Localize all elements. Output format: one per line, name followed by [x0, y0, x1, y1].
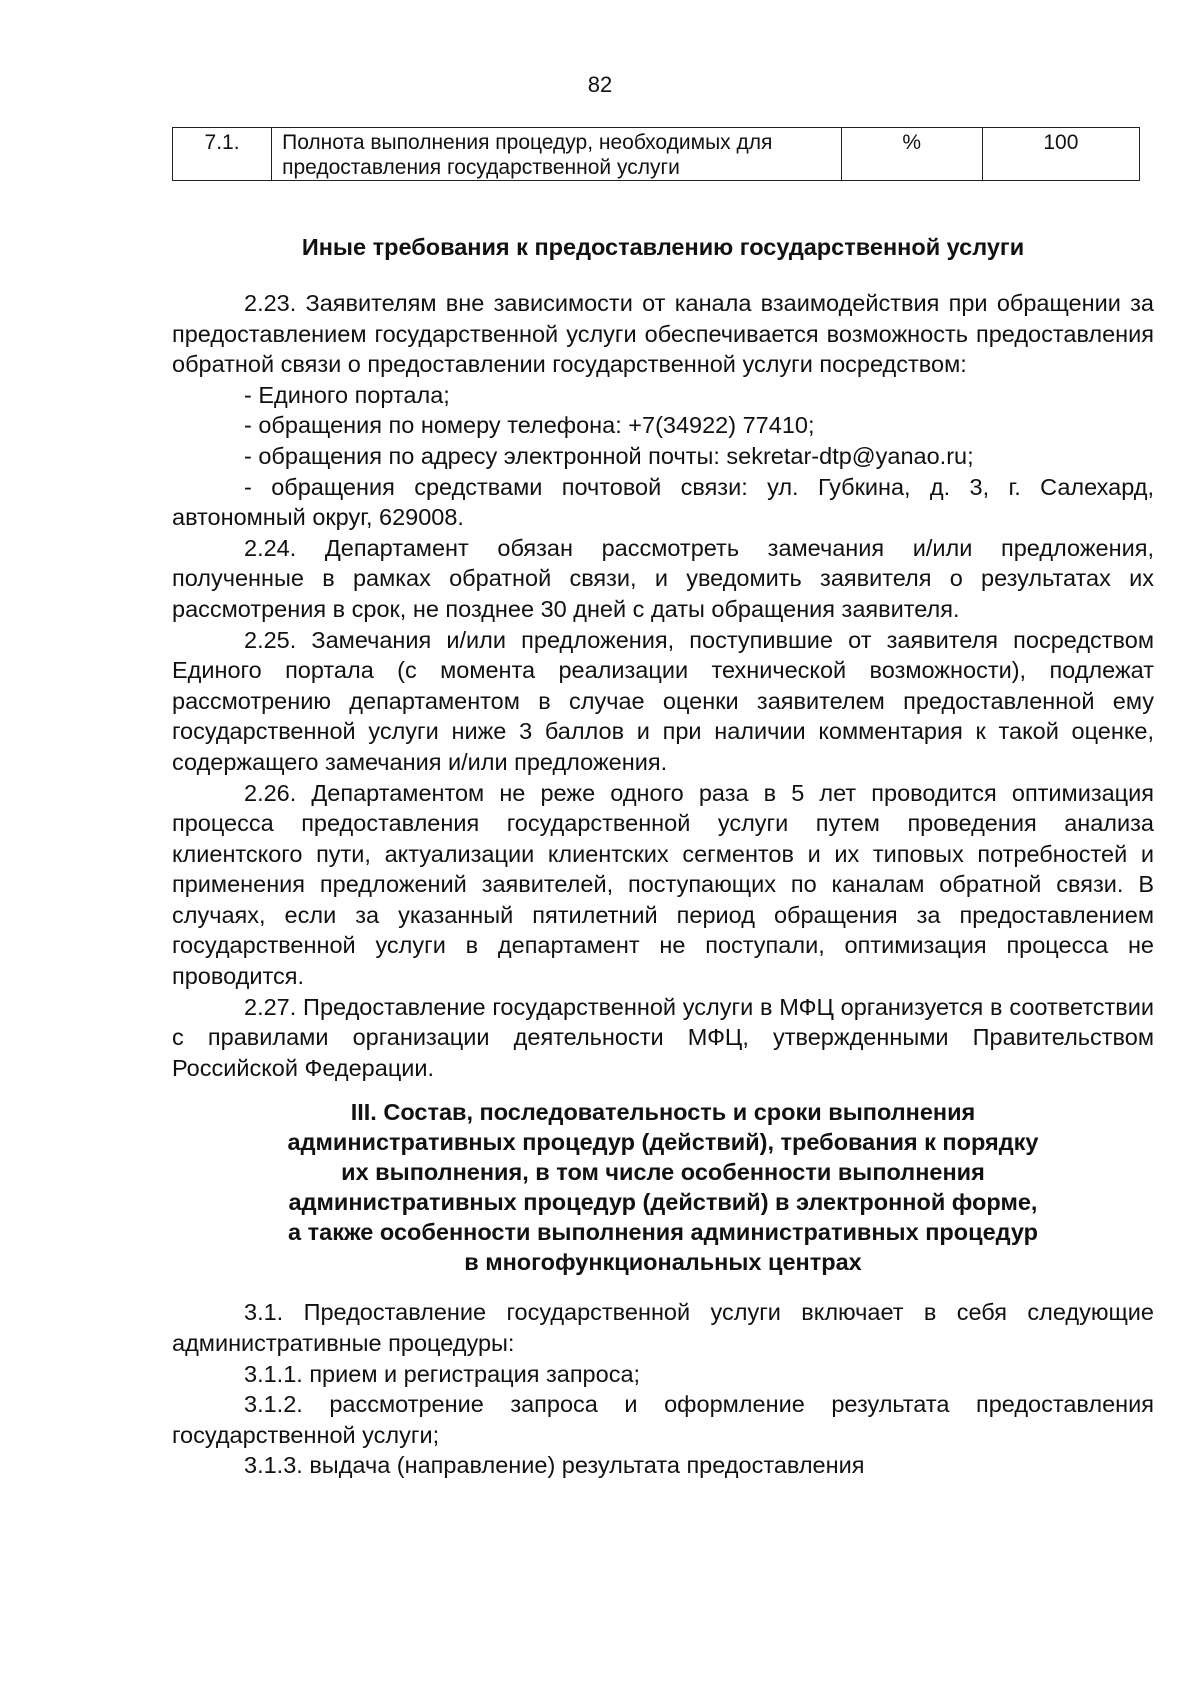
body-text [172, 232, 1154, 1481]
paragraph-3-1: 3.1. Предоставление государственной услуги включает в себя следующие административные процедуры: [172, 1299, 1154, 1357]
indicator-name: Полнота выполнения процедур, необходимых для предоставления государственной услуги [272, 128, 842, 181]
paragraph-2-26: 2.26. Департаментом не реже одного раза в 5 лет проводится оптимизация процесса предоставления государственной услуги путем проведения анализа клиентского пути, актуализации клиентских сегментов и их типовых потребностей и применения предложений заявителей, поступающих по каналам обратной связи. В случаях, если за указанный пятилетний период обращения за предоставлением государственной услуги в департамент не поступали, оптимизация процесса не проводится. [172, 779, 1154, 990]
paragraph-2-25: 2.25. Замечания и/или предложения, поступившие от заявителя посредством Единого портала (с момента реализации технической возможности), подлежат рассмотрению департаментом в случае оценки заявителем предоставленной ему государственной услуги ниже 3 баллов и при наличии комментария к такой оценке, содержащего замечания и/или предложения. [172, 626, 1154, 775]
paragraph-3-1-1: 3.1.1. прием и регистрация запроса; [244, 1360, 641, 1387]
indicator-value: 100 [982, 128, 1139, 181]
paragraph-2-24: 2.24. Департамент обязан рассмотреть замечания и/или предложения, полученные в рамках обратной связи, и уведомить заявителя о результатах их рассмотрения в срок, не позднее 30 дней с даты обращения заявителя. [172, 534, 1154, 622]
section-3-heading [172, 1097, 1154, 1277]
table-row [173, 128, 1140, 181]
row-number: 7.1. [173, 128, 272, 181]
unit-of-measure: % [841, 128, 982, 181]
paragraph-2-27: 2.27. Предоставление государственной услуги в МФЦ организуется в соответствии с правилами организации деятельности МФЦ, утвержденными Правительством Российской Федерации. [172, 993, 1154, 1081]
page-number: 82 [587, 72, 613, 97]
feedback-channel-item: - обращения по номеру телефона: +7(34922) 77410; [244, 412, 815, 439]
paragraph-3-1-2: 3.1.2. рассмотрение запроса и оформление результата предоставления государственной услуги; [172, 1391, 1154, 1448]
section-3-heading-line: в многофункциональных центрах [464, 1249, 862, 1276]
heading-other-requirements: Иные требования к предоставлению государственной услуги [301, 234, 1025, 260]
section-3-heading-line: административных процедур (действий), требования к порядку [287, 1129, 1039, 1156]
feedback-channel-item: - Единого портала; [244, 381, 450, 408]
section-3-heading-line: административных процедур (действий) в электронной форме, [288, 1189, 1038, 1216]
section-3-heading-line: их выполнения, в том числе особенности выполнения [341, 1159, 985, 1186]
paragraph-3-1-3: 3.1.3. выдача (направление) результата предоставления [244, 1452, 865, 1479]
indicator-table [172, 127, 1140, 181]
paragraph-2-23: 2.23. Заявителям вне зависимости от канала взаимодействия при обращении за предоставлением государственной услуги обеспечивается возможность предоставления обратной связи о предоставлении государственной услуги посредством: [172, 290, 1154, 378]
section-3-heading-line: III. Состав, последовательность и сроки выполнения [350, 1099, 976, 1126]
section-3-heading-line: а также особенности выполнения административных процедур [288, 1219, 1038, 1246]
feedback-channel-item: - обращения средствами почтовой связи: ул. Губкина, д. 3, г. Салехард, автономный округ, 629008. [172, 473, 1154, 531]
feedback-channel-item: - обращения по адресу электронной почты: sekretar-dtp@yanao.ru; [244, 442, 974, 469]
